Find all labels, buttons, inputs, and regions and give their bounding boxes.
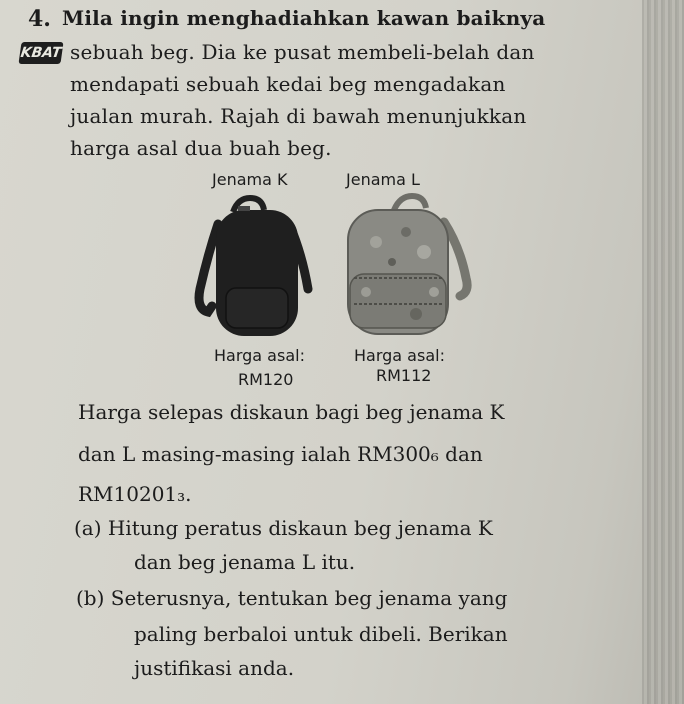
body-line-3: RM10201₃. [78, 482, 192, 506]
backpack-k-image [178, 194, 328, 344]
backpack-l-image [336, 192, 486, 342]
brand-l-price-label: Harga asal: [354, 346, 445, 365]
body-line-1: Harga selepas diskaun bagi beg jenama K [78, 400, 505, 424]
question-number: 4. [28, 6, 51, 32]
brand-k-label: Jenama K [212, 170, 288, 189]
part-b-line-1: (b) Seterusnya, tentukan beg jenama yang [76, 586, 508, 610]
part-b-line-2: paling berbaloi untuk dibeli. Berikan [134, 622, 508, 646]
part-b-line-3: justifikasi anda. [134, 656, 295, 680]
brand-l-price: RM112 [376, 366, 432, 385]
brand-k-price-label: Harga asal: [214, 346, 305, 365]
intro-line-4: jualan murah. Rajah di bawah menunjukkan [70, 104, 527, 128]
intro-line-5: harga asal dua buah beg. [70, 136, 332, 160]
intro-line-2: sebuah beg. Dia ke pusat membeli-belah dan [70, 40, 535, 64]
kbat-badge: KBAT [18, 42, 63, 64]
page-edge [642, 0, 684, 704]
body-line-2: dan L masing-masing ialah RM300₆ dan [78, 442, 483, 466]
brand-k-price: RM120 [238, 370, 294, 389]
brand-l-label: Jenama L [346, 170, 420, 189]
intro-line-1: Mila ingin menghadiahkan kawan baiknya [62, 6, 546, 30]
intro-line-3: mendapati sebuah kedai beg mengadakan [70, 72, 506, 96]
part-a-line-1: (a) Hitung peratus diskaun beg jenama K [74, 516, 493, 540]
part-a-line-2: dan beg jenama L itu. [134, 550, 356, 574]
